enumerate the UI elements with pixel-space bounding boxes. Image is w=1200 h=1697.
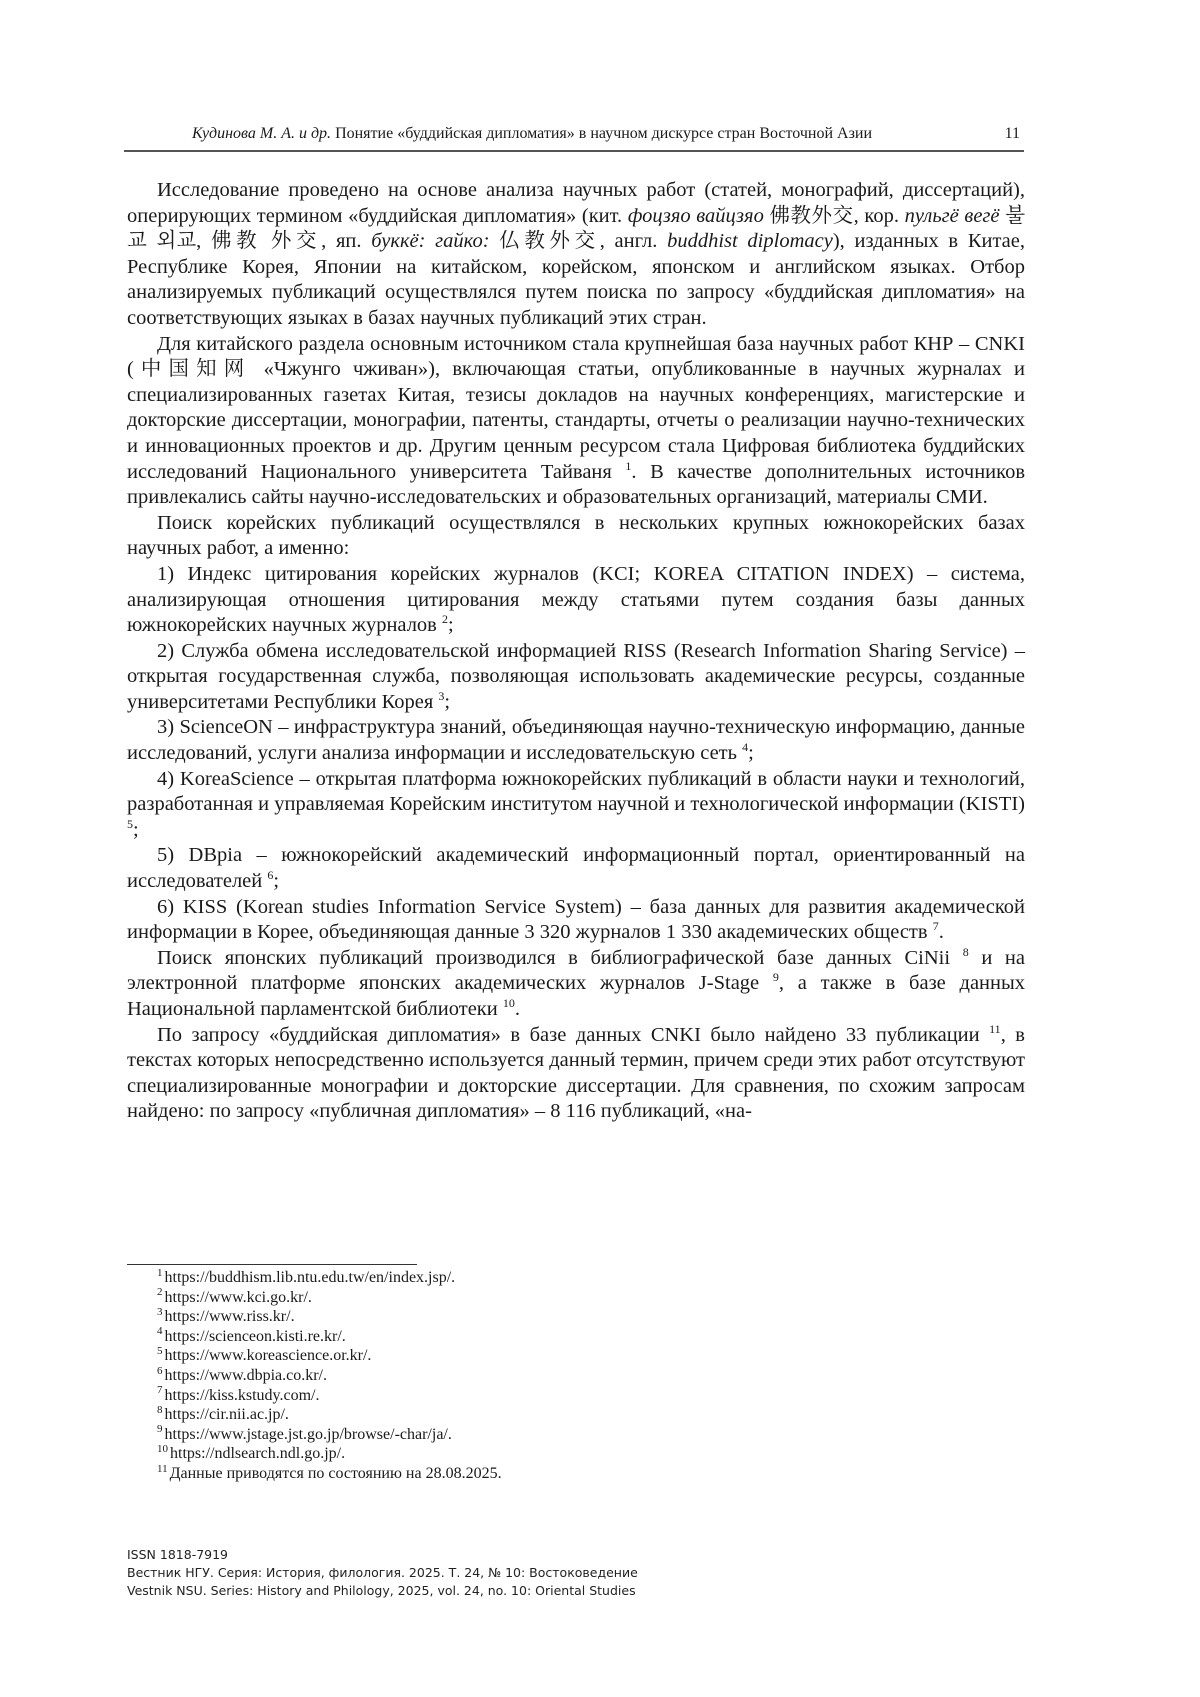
footnote-ref[interactable]: 1 <box>625 458 632 473</box>
footnote-ref[interactable]: 5 <box>127 817 133 832</box>
footnote-item: $^8$ https://cir.nii.ac.jp/. <box>157 1403 289 1424</box>
footnote-item: $^{10}$ https://ndlsearch.ndl.go.jp/. <box>157 1443 346 1463</box>
paragraph-method: Исследование проведено на основе анализа научных работ (статей, монографий, диссертаций), оперирующих термином «буддийская дипломатия» (кит. фоцзяо вайцзяо 佛教外交, кор. пульгё вегё 불교 외교, 佛教 外交, яп. буккё: гайко: 仏教外交, англ. buddhist diplomacy), изданных в Китае, Республике Корея, Японии на китайском, корейском, японском и английском языках. Отбор анализируемых публикаций осуществлялся путем поиска по запросу «буддийская дипломатия» на соответствующих языках в базах научных публикаций этих стран. <box>127 179 1026 329</box>
footnote-ref[interactable]: 7 <box>932 919 939 934</box>
issn: ISSN 1818-7919 <box>127 1547 229 1562</box>
journal-footer <box>127 1546 638 1600</box>
footnote-link[interactable]: https://www.dbpia.co.kr/. <box>164 1366 327 1384</box>
footnote-item: $^4$ https://scienceon.kisti.re.kr/. <box>157 1325 346 1345</box>
footnote-item: $^{11}$ Данные приводятся по состоянию на 28.08.2025. <box>157 1462 502 1482</box>
footnote-ref[interactable]: 11 <box>989 1021 1001 1036</box>
footnote-item: $^3$ https://www.riss.kr/. <box>157 1305 295 1326</box>
list-item-kci: 1) Индекс цитирования корейских журналов (KCI; KOREA CITATION INDEX) – система, анализирующая отношения цитирования между статьями путем создания базы данных южнокорейских научных журналов $^2$; <box>127 562 1025 637</box>
footnote-ref[interactable]: 4 <box>742 740 749 755</box>
footnote-item: $^1$ https://buddhism.lib.ntu.edu.tw/en/index.jsp/. <box>157 1266 456 1286</box>
footnote-link[interactable]: https://www.riss.kr/. <box>164 1308 295 1326</box>
header-authors: Кудинова М. А. и др. <box>192 125 332 142</box>
header-title: Понятие «буддийская дипломатия» в научном дискурсе стран Восточной Азии <box>335 125 873 142</box>
list-item-riss: 2) Служба обмена исследовательской информацией RISS (Research Information Sharing Service) – открытая государственная служба, позволяющая использовать академические ресурсы, созданные университетами Республики Корея $^3$; <box>127 639 1025 713</box>
footnote-link[interactable]: https://www.kci.go.kr/. <box>164 1288 312 1306</box>
footnote-link[interactable]: https://kiss.kstudy.com/. <box>164 1386 320 1404</box>
footnote-item: $^9$ https://www.jstage.jst.go.jp/browse/-char/ja/. <box>157 1423 452 1443</box>
footnote-ref[interactable]: 10 <box>502 996 515 1011</box>
paragraph-chinese-sources: Для китайского раздела основным источником стала крупнейшая база научных работ КНР – CNKI (中国知网 «Чжунго чживан»), включающая статьи, опубликованные в научных журналах и специализированных газетах Китая, тезисы докладов на научных конференциях, магистерские и докторские диссертации, монографии, патенты, стандарты, отчеты о реализации научно-технических и инновационных проектов и др. Другим ценным ресурсом стала Цифровая библиотека буддийских исследований Национального университета Тайваня $^1$. В качестве дополнительных источников привлекались сайты научно-исследовательских и образовательных организаций, материалы СМИ. <box>127 332 1025 509</box>
running-header <box>124 122 1024 152</box>
list-item-dbpia: 5) DBpia – южнокорейский академический информационный портал, ориентированный на исследователей $^6$; <box>127 844 1025 893</box>
journal-title-ru: Вестник НГУ. Серия: История, филология. 2025. Т. 24, № 10: Востоковедение <box>127 1565 638 1580</box>
paragraph-cnki-results: По запросу «буддийская дипломатия» в базе данных CNKI было найдено 33 публикации $^{11}$, в текстах которых непосредственно используется данный термин, причем среди этих работ отсутствуют специализированные монографии и докторские диссертации. Для сравнения, по схожим запросам найдено: по запросу «публичная дипломатия» – 8 116 публикаций, «на- <box>127 1021 1025 1123</box>
paragraph-japanese-sources: Поиск японских публикаций производился в библиографической базе данных CiNii $^8$ и на электронной платформе японских академических журналов J-Stage $^9$, а также в базе данных Национальной парламентской библиотеки $^{10}$. <box>127 944 1026 1020</box>
footnote-item: $^2$ https://www.kci.go.kr/. <box>157 1286 312 1306</box>
footnote-link[interactable]: https://www.jstage.jst.go.jp/browse/-char/ja/. <box>164 1425 452 1443</box>
footnote-ref[interactable]: 9 <box>772 970 779 985</box>
article-body <box>127 178 1025 1125</box>
list-item-koreascience: 4) KoreaScience – открытая платформа южнокорейских публикаций в области науки и технологий, разработанная и управляемая Корейским институтом научной и технологической информации (KISTI) $^5$; <box>127 767 1025 841</box>
list-item-scienceon: 3) ScienceON – инфраструктура знаний, объединяющая научно-техническую информацию, данные исследований, услуги анализа информации и исследовательскую сеть $^4$; <box>127 716 1025 765</box>
footnote-ref[interactable]: 3 <box>438 689 445 704</box>
footnote-text: Данные приводятся по состоянию на 28.08.2025. <box>169 1464 502 1482</box>
footnote-ref[interactable]: 6 <box>267 868 274 883</box>
footnote-link[interactable]: https://buddhism.lib.ntu.edu.tw/en/index.jsp/. <box>164 1269 456 1286</box>
footnote-ref[interactable]: 2 <box>442 612 448 627</box>
footnote-link[interactable]: https://scienceon.kisti.re.kr/. <box>164 1327 346 1345</box>
page-number: 11 <box>1004 125 1020 142</box>
header-rule <box>124 150 1024 152</box>
paragraph-korean-intro: Поиск корейских публикаций осуществлялся в нескольких крупных южнокорейских базах научных работ, а именно: <box>127 511 1025 560</box>
footnote-rule <box>127 1264 417 1265</box>
header-citation <box>192 125 872 143</box>
footnote-item: $^7$ https://kiss.kstudy.com/. <box>157 1384 320 1404</box>
journal-title-en: Vestnik NSU. Series: History and Philology, 2025, vol. 24, no. 10: Oriental Studies <box>127 1583 636 1598</box>
list-item-kiss: 6) KISS (Korean studies Information Service System) – база данных для развития академической информации в Корее, объединяющая данные 3 320 журналов 1 330 академических обществ $^7$. <box>127 895 1025 944</box>
footnote-link[interactable]: https://www.koreascience.or.kr/. <box>164 1347 372 1365</box>
footnote-item: $^5$ https://www.koreascience.or.kr/. <box>157 1345 372 1365</box>
footnote-link[interactable]: https://ndlsearch.ndl.go.jp/. <box>170 1445 346 1463</box>
footnote-link[interactable]: https://cir.nii.ac.jp/. <box>164 1406 289 1424</box>
footnote-item: $^6$ https://www.dbpia.co.kr/. <box>157 1364 327 1384</box>
footnotes <box>157 1268 502 1484</box>
footnote-ref[interactable]: 8 <box>962 944 969 959</box>
